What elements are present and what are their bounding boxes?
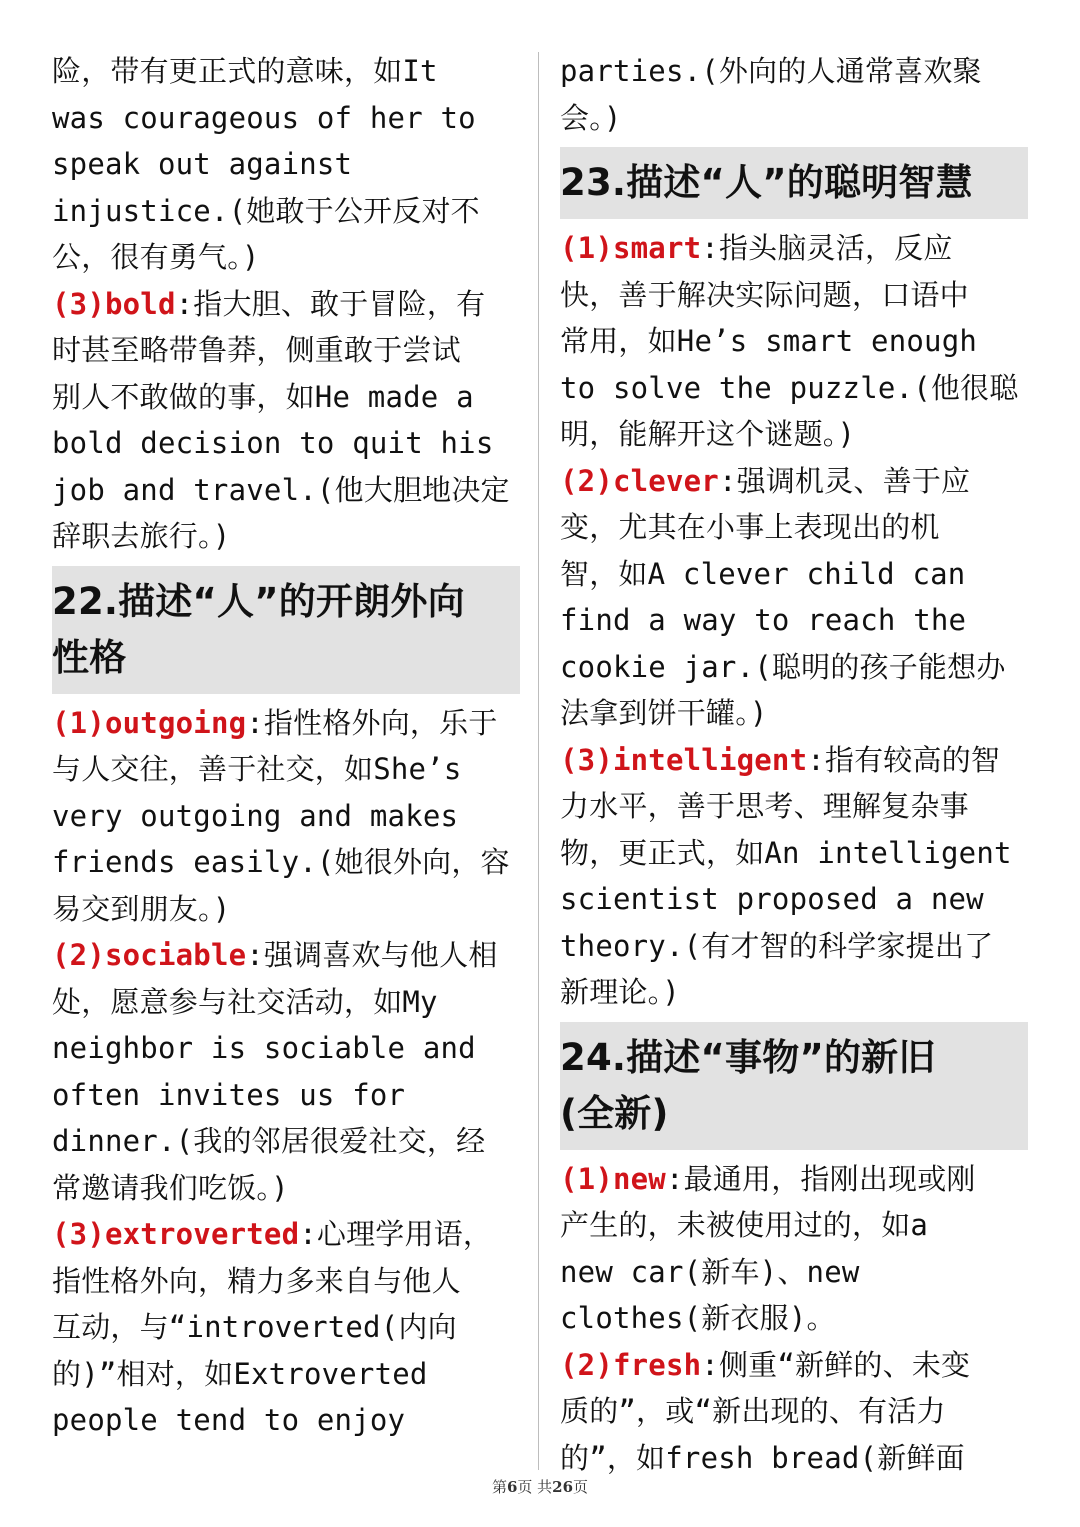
text-line: 的)”相对，如Extroverted	[52, 1356, 428, 1391]
entry-term: sociable	[104, 938, 247, 972]
entry-definition: :指有较高的智	[807, 742, 1001, 777]
page-number: 6	[506, 1478, 518, 1496]
entry-bold	[52, 281, 520, 560]
entry-number: (3)	[52, 1217, 105, 1251]
page-total: 26	[552, 1478, 574, 1496]
text-line: find a way to reach the	[560, 603, 967, 637]
heading-line: 22.描述“人”的开朗外向	[52, 579, 465, 623]
entry-first-line	[52, 932, 520, 979]
text-line: 指性格外向，精力多来自与他人	[52, 1263, 461, 1298]
text-line: 明，能解开这个谜题。)	[560, 417, 856, 451]
text-line: cookie jar.(聪明的孩子能想办	[560, 649, 1006, 684]
text-line: clothes(新衣服)。	[560, 1301, 836, 1335]
entry-number: (2)	[560, 1347, 613, 1382]
footer-mid: 页 共	[517, 1478, 553, 1496]
entry-first-line	[560, 225, 1028, 272]
entry-term: bold	[104, 286, 176, 321]
text-line: 时甚至略带鲁莽，侧重敢于尝试	[52, 333, 461, 367]
entry-definition: :指头脑灵活，反应	[701, 231, 953, 265]
entry-definition: :最通用，指刚出现或刚	[665, 1161, 976, 1196]
text-line: speak out against	[52, 147, 353, 181]
entry-outgoing	[52, 700, 520, 933]
text-line: 快，善于解决实际问题，口语中	[560, 277, 969, 312]
entry-fresh	[560, 1342, 1028, 1482]
intro-paragraph	[560, 48, 1028, 141]
text-line: 别人不敢做的事，如He made a	[52, 379, 474, 414]
text-line: 法拿到饼干罐。)	[560, 696, 768, 730]
text-line: 的”，如fresh bread(新鲜面	[560, 1440, 965, 1475]
text-line: neighbor is sociable and	[52, 1031, 476, 1065]
text-line: 辞职去旅行。)	[52, 519, 231, 553]
entry-first-line	[52, 700, 520, 747]
text-line: 产生的，未被使用过的，如a	[560, 1208, 929, 1242]
text-line: 智，如A clever child can	[560, 556, 966, 591]
entry-first-line	[560, 737, 1028, 784]
footer-pre: 第	[491, 1478, 507, 1496]
text-line: was courageous of her to	[52, 100, 476, 135]
section-heading-23	[560, 147, 1028, 219]
entry-definition: :指性格外向，乐于	[246, 705, 498, 740]
column-divider	[538, 52, 539, 1470]
text-line: very outgoing and makes	[52, 798, 459, 833]
entry-definition: :心理学用语，	[299, 1217, 493, 1251]
left-column	[52, 48, 520, 1444]
entry-first-line	[52, 281, 520, 328]
text-line: to solve the puzzle.(他很聪	[560, 370, 1019, 405]
entry-number: (1)	[560, 231, 613, 265]
text-line: 易交到朋友。)	[52, 891, 231, 926]
entry-number: (1)	[560, 1161, 613, 1196]
heading-line: 24.描述“事物”的新旧	[560, 1035, 936, 1079]
text-line: job and travel.(他大胆地决定	[52, 472, 510, 507]
section-heading-22	[52, 566, 520, 694]
entry-new	[560, 1156, 1028, 1342]
entry-definition: :强调机灵、善于应	[718, 463, 971, 498]
entry-clever	[560, 458, 1028, 737]
text-line: 新理论。)	[560, 975, 680, 1009]
entry-first-line	[560, 1342, 1028, 1389]
entry-extroverted	[52, 1211, 520, 1444]
entry-first-line	[52, 1211, 520, 1258]
text-line: friends easily.(她很外向，容	[52, 845, 510, 879]
right-column	[560, 48, 1028, 1481]
text-line: parties.(外向的人通常喜欢聚	[560, 54, 982, 88]
entry-first-line	[560, 1156, 1028, 1203]
entry-number: (3)	[560, 742, 613, 777]
intro-paragraph	[52, 48, 520, 281]
entry-definition: :指大胆、敢于冒险，有	[175, 286, 486, 321]
entry-term: new	[612, 1161, 666, 1196]
text-line: 处，愿意参与社交活动，如My	[52, 984, 438, 1019]
heading-line: (全新)	[560, 1091, 669, 1135]
text-line: 质的”，或“新出现的、有活力	[560, 1394, 946, 1428]
entry-intelligent	[560, 737, 1028, 1016]
text-line: people tend to enjoy	[52, 1403, 406, 1437]
text-line: bold decision to quit his	[52, 426, 494, 460]
entry-number: (1)	[52, 705, 105, 740]
entry-term: outgoing	[104, 705, 247, 740]
footer-post: 页	[573, 1478, 589, 1496]
entry-number: (2)	[52, 938, 105, 972]
entry-term: smart	[612, 231, 702, 265]
entry-first-line	[560, 458, 1028, 505]
text-line: 与人交往，善于社交，如She’s	[52, 752, 462, 786]
text-line: 险，带有更正式的意味，如It	[52, 54, 438, 88]
section-heading-24	[560, 1022, 1028, 1150]
text-line: dinner.(我的邻居很爱社交，经	[52, 1124, 486, 1158]
entry-number: (3)	[52, 286, 105, 321]
page-footer	[0, 1476, 1080, 1497]
text-line: 会。)	[560, 100, 622, 135]
entry-definition: :侧重“新鲜的、未变	[701, 1347, 971, 1382]
text-line: new car(新车)、new	[560, 1254, 860, 1289]
entry-term: intelligent	[612, 742, 808, 777]
text-line: 力水平，善于思考、理解复杂事	[560, 789, 969, 823]
text-line: 变，尤其在小事上表现出的机	[560, 510, 940, 544]
text-line: 物，更正式，如An intelligent	[560, 835, 1012, 870]
entry-number: (2)	[560, 463, 613, 498]
text-line: theory.(有才智的科学家提出了	[560, 928, 994, 963]
entry-term: clever	[612, 463, 719, 498]
entry-term: fresh	[612, 1347, 702, 1382]
entry-sociable	[52, 932, 520, 1211]
text-line: 常邀请我们吃饭。)	[52, 1170, 289, 1205]
entry-definition: :强调喜欢与他人相	[246, 938, 498, 972]
entry-smart	[560, 225, 1028, 458]
text-line: scientist proposed a new	[560, 882, 984, 916]
heading-line: 23.描述“人”的聪明智慧	[560, 161, 973, 204]
entry-term: extroverted	[104, 1217, 300, 1251]
text-line: 常用，如He’s smart enough	[560, 324, 978, 358]
heading-line: 性格	[52, 635, 127, 679]
text-line: often invites us for	[52, 1077, 406, 1112]
text-line: 互动，与“introverted(内向	[52, 1310, 457, 1344]
text-line: 公，很有勇气。)	[52, 240, 260, 274]
text-line: injustice.(她敢于公开反对不	[52, 193, 480, 228]
